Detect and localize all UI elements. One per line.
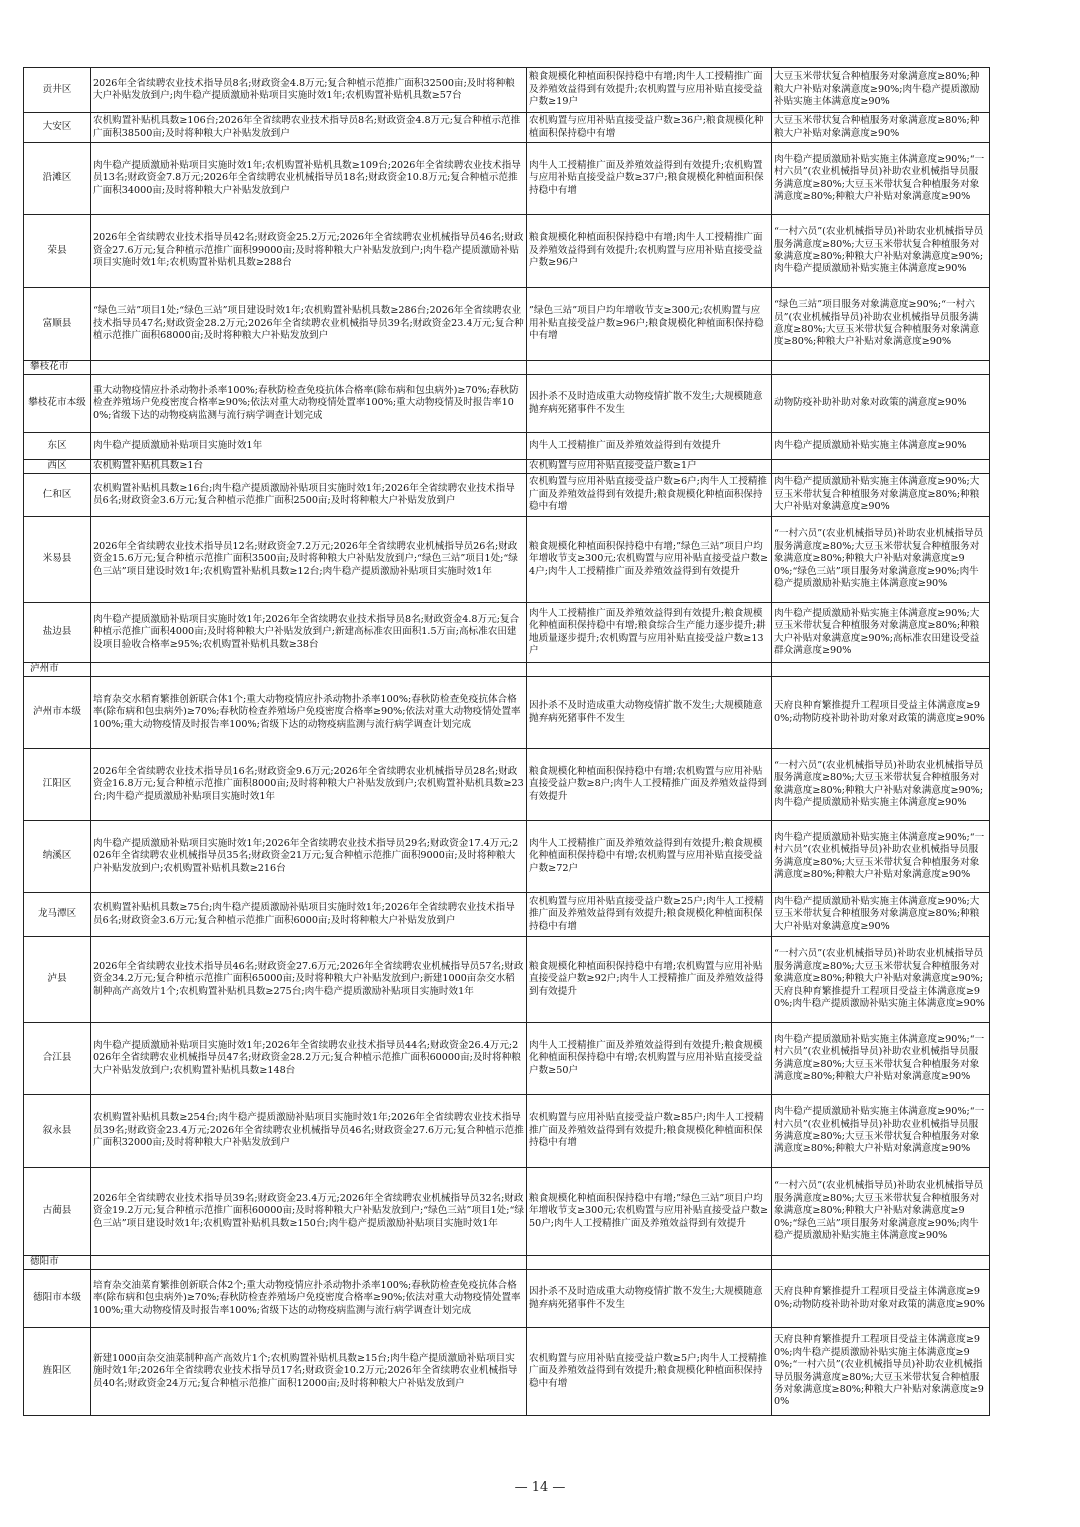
benefit-indicators: 肉牛人工授精推广面及养殖效益得到有效提升;粮食规模化种植面积保持稳中有增;农机购置与应用补贴直接受益户数≥50户 — [527, 1023, 772, 1095]
output-indicators: 肉牛稳产提质激励补贴项目实施时效1年;2026年全省续聘农业技术指导员8名;财政资金4.8万元;复合种植示范推广面积4000亩;及时将种粮大户补贴发放到户;新建高标准农田面积1.5万亩;高标准农田建设项目验收合格率≥95%;农机购置补贴机具数≥38台 — [91, 603, 527, 663]
table-row — [24, 893, 990, 937]
table-row — [24, 1023, 990, 1095]
benefit-indicators: 农机购置与应用补贴直接受益户数≥85户;肉牛人工授精推广面及养殖效益得到有效提升;粮食规模化种植面积保持稳中有增 — [527, 1095, 772, 1168]
city-header-row — [24, 361, 990, 375]
table-body — [24, 68, 990, 1416]
benefit-indicators: 因扑杀不及时造成重大动物疫情扩散不发生;大规模随意抛弃病死猪事件不发生 — [527, 677, 772, 749]
table-row — [24, 937, 990, 1023]
satisfaction-indicators: 肉牛稳产提质激励补贴实施主体满意度≥90%;“一村六员”(农业机械指导员)补助农业机械指导员服务满意度≥80%;大豆玉米带状复合种植服务对象满意度≥80%;种粮大户补贴对象满意度≥90% — [772, 821, 990, 893]
performance-target-table — [23, 67, 990, 1416]
satisfaction-indicators: 肉牛稳产提质激励补贴实施主体满意度≥90%;大豆玉米带状复合种植服务对象满意度≥80%;种粮大户补贴对象满意度≥90% — [772, 474, 990, 517]
satisfaction-indicators: “绿色三站”项目服务对象满意度≥90%;“一村六员”(农业机械指导员)补助农业机械指导员服务满意度≥80%;大豆玉米带状复合种植服务对象满意度≥80%;种粮大户补贴对象满意度≥90% — [772, 288, 990, 361]
table-row — [24, 749, 990, 821]
satisfaction-indicators: 动物防疫补助补助对象对政策的满意度≥90% — [772, 375, 990, 433]
benefit-indicators: 粮食规模化种植面积保持稳中有增;农机购置与应用补贴直接受益户数≥92户;肉牛人工授精推广面及养殖效益得到有效提升 — [527, 937, 772, 1023]
empty-cell — [772, 361, 990, 375]
table-row — [24, 375, 990, 433]
district-name: 纳溪区 — [24, 821, 91, 893]
district-name: 沿滩区 — [24, 143, 91, 215]
satisfaction-indicators: 天府良种育繁推提升工程项目受益主体满意度≥90%;肉牛稳产提质激励补贴实施主体满意度≥90%;“一村六员”(农业机械指导员)补助农业机械指导员服务满意度≥80%;大豆玉米带状复合种植服务对象满意度≥80%;种粮大户补贴对象满意度≥90% — [772, 1328, 990, 1416]
district-name: 龙马潭区 — [24, 893, 91, 937]
satisfaction-indicators: 天府良种育繁推提升工程项目受益主体满意度≥90%;动物防疫补助补助对象对政策的满意度≥90% — [772, 677, 990, 749]
output-indicators: 肉牛稳产提质激励补贴项目实施时效1年 — [91, 433, 527, 460]
output-indicators: 培育杂交油菜育繁推创新联合体2个;重大动物疫情应扑杀动物扑杀率100%;春秋防检查免疫抗体合格率(除布病和包虫病外)≥70%;春秋防检查养殖场户免疫密度合格率≥90%;依法对重大动物疫情处置率100%;重大动物疫情及时报告率100%;省级下达的动物疫病监测与流行病学调查计划完成 — [91, 1270, 527, 1328]
output-indicators: 新建1000亩杂交油菜制种高产高效片1个;农机购置补贴机具数≥15台;肉牛稳产提质激励补贴项目实施时效1年;2026年全省续聘农业技术指导员17名;财政资金10.2万元;2026年全省续聘农业机械指导员40名;财政资金24万元;复合种植示范推广面积12000亩;及时将种粮大户补贴发放到户 — [91, 1328, 527, 1416]
benefit-indicators: 农机购置与应用补贴直接受益户数≥6户;肉牛人工授精推广面及养殖效益得到有效提升;粮食规模化种植面积保持稳中有增 — [527, 474, 772, 517]
table-row — [24, 474, 990, 517]
satisfaction-indicators: “一村六员”(农业机械指导员)补助农业机械指导员服务满意度≥80%;大豆玉米带状复合种植服务对象满意度≥80%;种粮大户补贴对象满意度≥90%;“绿色三站”项目服务对象满意度≥90%;肉牛稳产提质激励补贴实施主体满意度≥90% — [772, 517, 990, 603]
table-row — [24, 1095, 990, 1168]
empty-cell — [91, 663, 527, 677]
district-name: 仁和区 — [24, 474, 91, 517]
benefit-indicators: ”绿色三站”项目户均年增收节支≥300元;农机购置与应用补贴直接受益户数≥96户;粮食规模化种植面积保持稳中有增 — [527, 288, 772, 361]
satisfaction-indicators: 天府良种育繁推提升工程项目受益主体满意度≥90%;动物防疫补助补助对象对政策的满意度≥90% — [772, 1270, 990, 1328]
satisfaction-indicators: “一村六员”(农业机械指导员)补助农业机械指导员服务满意度≥80%;大豆玉米带状复合种植服务对象满意度≥80%;种粮大户补贴对象满意度≥90%;天府良种育繁推提升工程项目受益主体满意度≥90%;肉牛稳产提质激励补贴实施主体满意度≥90% — [772, 937, 990, 1023]
output-indicators: 肉牛稳产提质激励补贴项目实施时效1年;2026年全省续聘农业技术指导员29名;财政资金17.4万元;2026年全省续聘农业机械指导员35名;财政资金21万元;复合种植示范推广面积9000亩;及时将种粮大户补贴发放到户;农机购置补贴机具数≥216台 — [91, 821, 527, 893]
benefit-indicators: 肉牛人工授精推广面及养殖效益得到有效提升;粮食规模化种植面积保持稳中有增;农机购置与应用补贴直接受益户数≥72户 — [527, 821, 772, 893]
satisfaction-indicators: “一村六员”(农业机械指导员)补助农业机械指导员服务满意度≥80%;大豆玉米带状复合种植服务对象满意度≥80%;种粮大户补贴对象满意度≥90%;肉牛稳产提质激励补贴实施主体满意度≥90% — [772, 749, 990, 821]
district-name: 合江县 — [24, 1023, 91, 1095]
district-name: 旌阳区 — [24, 1328, 91, 1416]
output-indicators: 农机购置补贴机具数≥1台 — [91, 460, 527, 474]
district-name: 大安区 — [24, 113, 91, 143]
output-indicators: 培育杂交水稻育繁推创新联合体1个;重大动物疫情应扑杀动物扑杀率100%;春秋防检查免疫抗体合格率(除布病和包虫病外)≥70%;春秋防检查养殖场户免疫密度合格率≥90%;依法对重大动物疫情处置率100%;重大动物疫情及时报告率100%;省级下达的动物疫病监测与流行病学调查计划完成 — [91, 677, 527, 749]
satisfaction-indicators — [772, 460, 990, 474]
empty-cell — [527, 1256, 772, 1270]
table-row — [24, 433, 990, 460]
output-indicators: 2026年全省续聘农业技术指导员39名;财政资金23.4万元;2026年全省续聘农业机械指导员32名;财政资金19.2万元;复合种植示范推广面积60000亩;及时将种粮大户补贴发放到户;“绿色三站”项目1处;“绿色三站”项目建设时效1年;农机购置补贴机具数≥150台;肉牛稳产提质激励补贴项目实施时效1年 — [91, 1168, 527, 1256]
page-number: — 14 — — [514, 1480, 566, 1495]
satisfaction-indicators: 肉牛稳产提质激励补贴实施主体满意度≥90%;大豆玉米带状复合种植服务对象满意度≥80%;种粮大户补贴对象满意度≥90%;高标准农田建设受益群众满意度≥90% — [772, 603, 990, 663]
benefit-indicators: 因扑杀不及时造成重大动物疫情扩散不发生;大规模随意抛弃病死猪事件不发生 — [527, 375, 772, 433]
empty-cell — [527, 663, 772, 677]
empty-cell — [91, 361, 527, 375]
district-name: 荣县 — [24, 215, 91, 288]
output-indicators: 2026年全省续聘农业技术指导员12名;财政资金7.2万元;2026年全省续聘农业机械指导员26名;财政资金15.6万元;复合种植示范推广面积3500亩;及时将种粮大户补贴发放到户;“绿色三站”项目1处;“绿色三站”项目建设时效1年;农机购置补贴机具数≥12台;肉牛稳产提质激励补贴项目实施时效1年 — [91, 517, 527, 603]
city-name: 德阳市 — [24, 1256, 91, 1270]
output-indicators: 肉牛稳产提质激励补贴项目实施时效1年;农机购置补贴机具数≥109台;2026年全省续聘农业技术指导员13名;财政资金7.8万元;2026年全省续聘农业机械指导员18名;财政资金10.8万元;复合种植示范推广面积34000亩;及时将种粮大户补贴发放到户 — [91, 143, 527, 215]
table-row — [24, 143, 990, 215]
output-indicators: 农机购置补贴机具数≥16台;肉牛稳产提质激励补贴项目实施时效1年;2026年全省续聘农业技术指导员6名;财政资金3.6万元;复合种植示范推广面积2500亩;及时将种粮大户补贴发放到户 — [91, 474, 527, 517]
table-row — [24, 1270, 990, 1328]
satisfaction-indicators: “一村六员”(农业机械指导员)补助农业机械指导员服务满意度≥80%;大豆玉米带状复合种植服务对象满意度≥80%;种粮大户补贴对象满意度≥90%;“绿色三站”项目服务对象满意度≥90%;肉牛稳产提质激励补贴实施主体满意度≥90% — [772, 1168, 990, 1256]
city-header-row — [24, 663, 990, 677]
output-indicators: 2026年全省续聘农业技术指导员42名;财政资金25.2万元;2026年全省续聘农业机械指导员46名;财政资金27.6万元;复合种植示范推广面积99000亩;及时将种粮大户补贴发放到户;肉牛稳产提质激励补贴项目实施时效1年;农机购置补贴机具数≥288台 — [91, 215, 527, 288]
output-indicators: 2026年全省续聘农业技术指导员8名;财政资金4.8万元;复合种植示范推广面积32500亩;及时将种粮大户补贴发放到户;肉牛稳产提质激励补贴项目实施时效1年;农机购置补贴机具数≥57台 — [91, 68, 527, 113]
output-indicators: 肉牛稳产提质激励补贴项目实施时效1年;2026年全省续聘农业技术指导员44名;财政资金26.4万元;2026年全省续聘农业机械指导员47名;财政资金28.2万元;复合种植示范推广面积60000亩;及时将种粮大户补贴发放到户;农机购置补贴机具数≥148台 — [91, 1023, 527, 1095]
benefit-indicators: 农机购置与应用补贴直接受益户数≥5户;肉牛人工授精推广面及养殖效益得到有效提升;粮食规模化种植面积保持稳中有增 — [527, 1328, 772, 1416]
district-name: 泸县 — [24, 937, 91, 1023]
benefit-indicators: 粮食规模化种植面积保持稳中有增;肉牛人工授精推广面及养殖效益得到有效提升;农机购置与应用补贴直接受益户数≥96户 — [527, 215, 772, 288]
satisfaction-indicators: 肉牛稳产提质激励补贴实施主体满意度≥90%;“一村六员”(农业机械指导员)补助农业机械指导员服务满意度≥80%;大豆玉米带状复合种植服务对象满意度≥80%;种粮大户补贴对象满意度≥90% — [772, 143, 990, 215]
district-name: 贡井区 — [24, 68, 91, 113]
empty-cell — [91, 1256, 527, 1270]
table-row — [24, 288, 990, 361]
table-row — [24, 821, 990, 893]
benefit-indicators: 农机购置与应用补贴直接受益户数≥36户;粮食规模化种植面积保持稳中有增 — [527, 113, 772, 143]
district-name: 东区 — [24, 433, 91, 460]
output-indicators: 2026年全省续聘农业技术指导员46名;财政资金27.6万元;2026年全省续聘农业机械指导员57名;财政资金34.2万元;复合种植示范推广面积65000亩;及时将种粮大户补贴发放到户;新建1000亩杂交水稻制种高产高效片1个;农机购置补贴机具数≥275台;肉牛稳产提质激励补贴项目实施时效1年 — [91, 937, 527, 1023]
benefit-indicators: 粮食规模化种植面积保持稳中有增;”绿色三站”项目户均年增收节支≥300元;农机购置与应用补贴直接受益户数≥4户;肉牛人工授精推广面及养殖效益得到有效提升 — [527, 517, 772, 603]
output-indicators: 农机购置补贴机具数≥106台;2026年全省续聘农业技术指导员8名;财政资金4.8万元;复合种植示范推广面积38500亩;及时将种粮大户补贴发放到户 — [91, 113, 527, 143]
table-row — [24, 1168, 990, 1256]
benefit-indicators: 农机购置与应用补贴直接受益户数≥25户;肉牛人工授精推广面及养殖效益得到有效提升;粮食规模化种植面积保持稳中有增 — [527, 893, 772, 937]
benefit-indicators: 因扑杀不及时造成重大动物疫情扩散不发生;大规模随意抛弃病死猪事件不发生 — [527, 1270, 772, 1328]
satisfaction-indicators: 肉牛稳产提质激励补贴实施主体满意度≥90%;“一村六员”(农业机械指导员)补助农业机械指导员服务满意度≥80%;大豆玉米带状复合种植服务对象满意度≥80%;种粮大户补贴对象满意度≥90% — [772, 1095, 990, 1168]
city-header-row — [24, 1256, 990, 1270]
district-name: 德阳市本级 — [24, 1270, 91, 1328]
table-row — [24, 460, 990, 474]
district-name: 盐边县 — [24, 603, 91, 663]
satisfaction-indicators: 大豆玉米带状复合种植服务对象满意度≥80%;种粮大户补贴对象满意度≥90% — [772, 113, 990, 143]
table-row — [24, 113, 990, 143]
satisfaction-indicators: 肉牛稳产提质激励补贴实施主体满意度≥90%;“一村六员”(农业机械指导员)补助农业机械指导员服务满意度≥80%;大豆玉米带状复合种植服务对象满意度≥80%;种粮大户补贴对象满意度≥90% — [772, 1023, 990, 1095]
table-row — [24, 517, 990, 603]
output-indicators: “绿色三站”项目1处;“绿色三站”项目建设时效1年;农机购置补贴机具数≥286台;2026年全省续聘农业技术指导员47名;财政资金28.2万元;2026年全省续聘农业机械指导员39名;财政资金23.4万元;复合种植示范推广面积68000亩;及时将种粮大户补贴发放到户 — [91, 288, 527, 361]
satisfaction-indicators: 大豆玉米带状复合种植服务对象满意度≥80%;种粮大户补贴对象满意度≥90%;肉牛稳产提质激励补贴实施主体满意度≥90% — [772, 68, 990, 113]
benefit-indicators: 粮食规模化种植面积保持稳中有增;”绿色三站”项目户均年增收节支≥300元;农机购置与应用补贴直接受益户数≥50户;肉牛人工授精推广面及养殖效益得到有效提升 — [527, 1168, 772, 1256]
empty-cell — [772, 663, 990, 677]
benefit-indicators: 肉牛人工授精推广面及养殖效益得到有效提升 — [527, 433, 772, 460]
output-indicators: 2026年全省续聘农业技术指导员16名;财政资金9.6万元;2026年全省续聘农业机械指导员28名;财政资金16.8万元;复合种植示范推广面积8000亩;及时将种粮大户补贴发放到户;农机购置补贴机具数≥23台;肉牛稳产提质激励补贴项目实施时效1年 — [91, 749, 527, 821]
district-name: 西区 — [24, 460, 91, 474]
district-name: 攀枝花市本级 — [24, 375, 91, 433]
satisfaction-indicators: 肉牛稳产提质激励补贴实施主体满意度≥90% — [772, 433, 990, 460]
output-indicators: 重大动物疫情应扑杀动物扑杀率100%;春秋防检查免疫抗体合格率(除布病和包虫病外)≥70%;春秋防检查养殖场户免疫密度合格率≥90%;依法对重大动物疫情处置率100%;重大动物疫情及时报告率100%;省级下达的动物疫病监测与流行病学调查计划完成 — [91, 375, 527, 433]
city-name: 攀枝花市 — [24, 361, 91, 375]
output-indicators: 农机购置补贴机具数≥75台;肉牛稳产提质激励补贴项目实施时效1年;2026年全省续聘农业技术指导员6名;财政资金3.6万元;复合种植示范推广面积6000亩;及时将种粮大户补贴发放到户 — [91, 893, 527, 937]
benefit-indicators: 农机购置与应用补贴直接受益户数≥1户 — [527, 460, 772, 474]
table-row — [24, 603, 990, 663]
satisfaction-indicators: 肉牛稳产提质激励补贴实施主体满意度≥90%;大豆玉米带状复合种植服务对象满意度≥80%;种粮大户补贴对象满意度≥90% — [772, 893, 990, 937]
district-name: 泸州市本级 — [24, 677, 91, 749]
table-row — [24, 677, 990, 749]
benefit-indicators: 肉牛人工授精推广面及养殖效益得到有效提升;农机购置与应用补贴直接受益户数≥37户;粮食规模化种植面积保持稳中有增 — [527, 143, 772, 215]
district-name: 叙永县 — [24, 1095, 91, 1168]
district-name: 古蔺县 — [24, 1168, 91, 1256]
table-row — [24, 1328, 990, 1416]
district-name: 米易县 — [24, 517, 91, 603]
district-name: 江阳区 — [24, 749, 91, 821]
district-name: 富顺县 — [24, 288, 91, 361]
benefit-indicators: 肉牛人工授精推广面及养殖效益得到有效提升;粮食规模化种植面积保持稳中有增;粮食综合生产能力逐步提升;耕地质量逐步提升;农机购置与应用补贴直接受益户数≥13户 — [527, 603, 772, 663]
benefit-indicators: 粮食规模化种植面积保持稳中有增;农机购置与应用补贴直接受益户数≥8户;肉牛人工授精推广面及养殖效益得到有效提升 — [527, 749, 772, 821]
satisfaction-indicators: “一村六员”(农业机械指导员)补助农业机械指导员服务满意度≥80%;大豆玉米带状复合种植服务对象满意度≥80%;种粮大户补贴对象满意度≥90%;肉牛稳产提质激励补贴实施主体满意度≥90% — [772, 215, 990, 288]
benefit-indicators: 粮食规模化种植面积保持稳中有增;肉牛人工授精推广面及养殖效益得到有效提升;农机购置与应用补贴直接受益户数≥19户 — [527, 68, 772, 113]
output-indicators: 农机购置补贴机具数≥254台;肉牛稳产提质激励补贴项目实施时效1年;2026年全省续聘农业技术指导员39名;财政资金23.4万元;2026年全省续聘农业机械指导员46名;财政资金27.6万元;复合种植示范推广面积32000亩;及时将种粮大户补贴发放到户 — [91, 1095, 527, 1168]
city-name: 泸州市 — [24, 663, 91, 677]
empty-cell — [772, 1256, 990, 1270]
table-row — [24, 215, 990, 288]
empty-cell — [527, 361, 772, 375]
table-row — [24, 68, 990, 113]
